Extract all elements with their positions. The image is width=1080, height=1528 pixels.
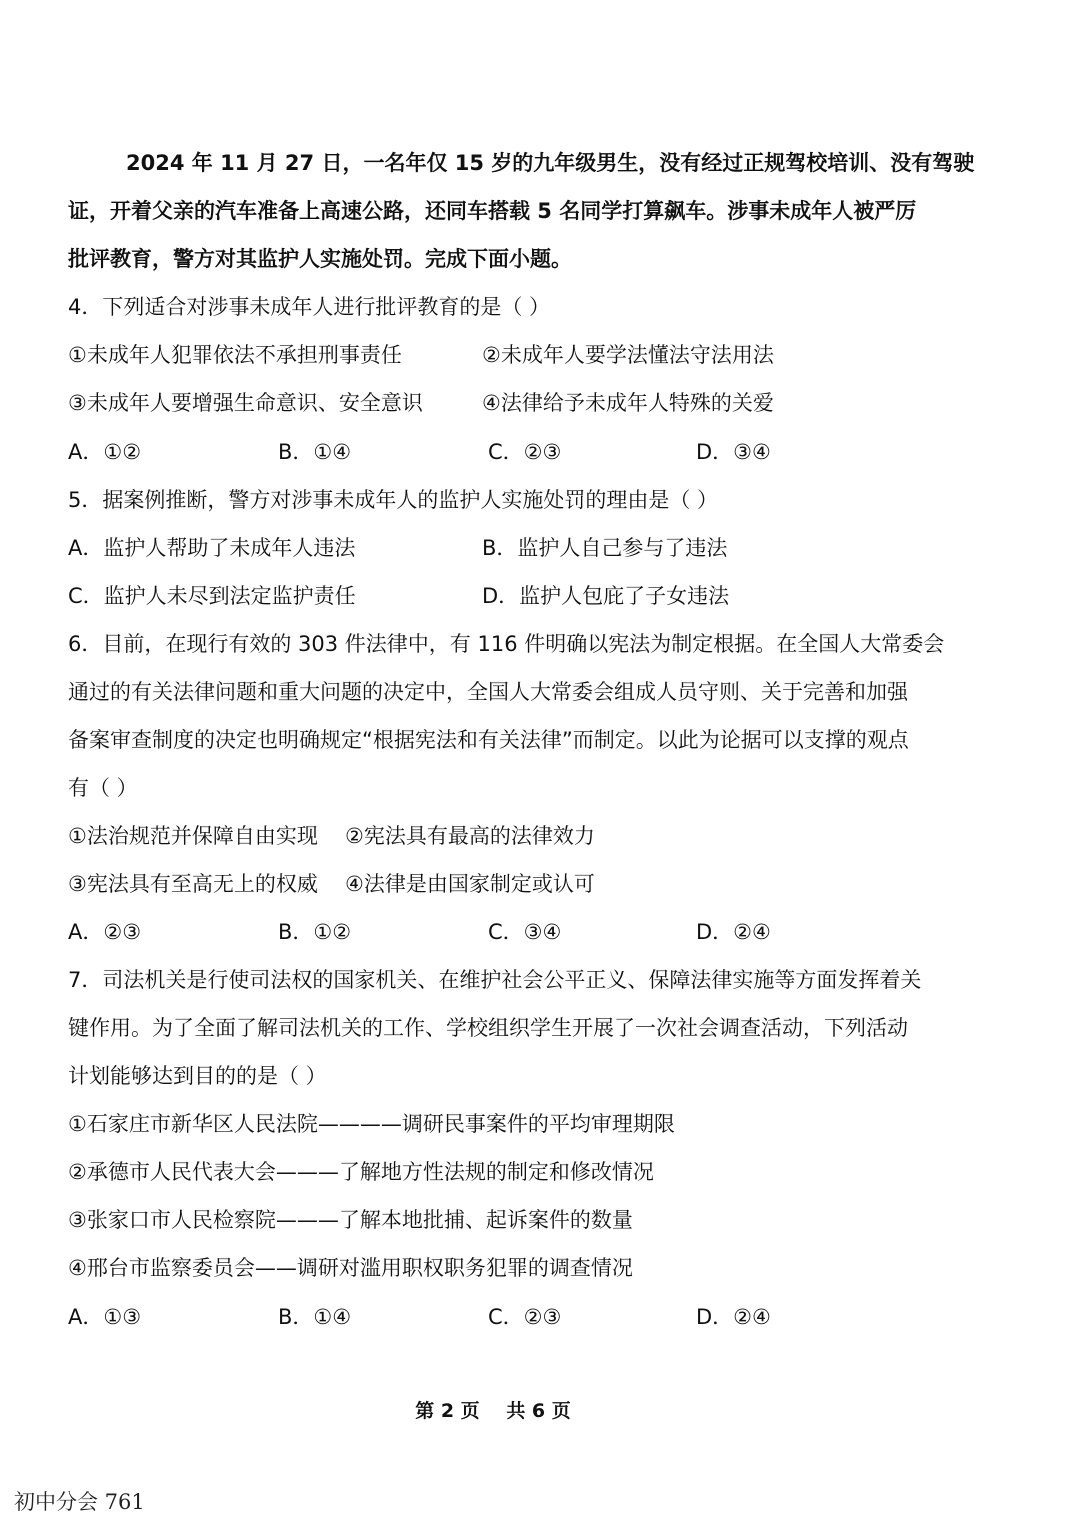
page-total: 共 6 页 [506, 1400, 571, 1422]
question-stem: 计划能够达到目的的是（ ） [68, 1064, 327, 1088]
option-b: B．①④ [278, 440, 352, 464]
option-a: A．监护人帮助了未成年人违法 [68, 536, 356, 560]
statement-item: ①法治规范并保障自由实现 [68, 824, 318, 848]
option-d: D．监护人包庇了子女违法 [482, 584, 730, 608]
option-d: D．③④ [696, 440, 771, 464]
option-c: C．②③ [488, 1305, 562, 1329]
option-a: A．②③ [68, 920, 142, 944]
option-c: C．②③ [488, 440, 562, 464]
question-stem: 键作用。为了全面了解司法机关的工作、学校组织学生开展了一次社会调查活动，下列活动 [68, 1016, 908, 1040]
option-a: A．①② [68, 440, 142, 464]
watermark: 初中分会 761 [14, 1490, 145, 1514]
question-stem: 备案审查制度的决定也明确规定“根据宪法和有关法律”而制定。以此为论据可以支撑的观点 [68, 728, 909, 752]
option-c: C．③④ [488, 920, 562, 944]
statement-item: ③未成年人要增强生命意识、安全意识 [68, 391, 423, 415]
question-stem: 7．司法机关是行使司法权的国家机关、在维护社会公平正义、保障法律实施等方面发挥着关 [68, 968, 922, 992]
question-stem: 通过的有关法律问题和重大问题的决定中，全国人大常委会组成人员守则、关于完善和加强 [68, 680, 908, 704]
statement-item: ③宪法具有至高无上的权威 [68, 872, 318, 896]
option-b: B．①② [278, 920, 352, 944]
question-stem: 有（ ） [68, 776, 138, 800]
statement-item: ②承德市人民代表大会———了解地方性法规的制定和修改情况 [68, 1160, 654, 1184]
statement-item: ④法律是由国家制定或认可 [345, 872, 595, 896]
statement-item: ①石家庄市新华区人民法院————调研民事案件的平均审理期限 [68, 1112, 675, 1136]
statement-item: ④法律给予未成年人特殊的关爱 [482, 391, 774, 415]
statement-item: ③张家口市人民检察院———了解本地批捕、起诉案件的数量 [68, 1208, 633, 1232]
passage-line: 2024 年 11 月 27 日，一名年仅 15 岁的九年级男生，没有经过正规驾校培训、没有驾驶 [126, 151, 975, 175]
statement-item: ①未成年人犯罪依法不承担刑事责任 [68, 343, 402, 367]
question-stem: 6．目前，在现行有效的 303 件法律中，有 116 件明确以宪法为制定根据。在全国人大常委会 [68, 632, 945, 656]
option-d: D．②④ [696, 1305, 771, 1329]
option-b: B．①④ [278, 1305, 352, 1329]
statement-item: ②未成年人要学法懂法守法用法 [482, 343, 774, 367]
option-b: B．监护人自己参与了违法 [482, 536, 728, 560]
passage-line: 证，开着父亲的汽车准备上高速公路，还同车搭载 5 名同学打算飙车。涉事未成年人被严厉 [68, 199, 917, 223]
question-stem: 5．据案例推断，警方对涉事未成年人的监护人实施处罚的理由是（ ） [68, 488, 719, 512]
option-c: C．监护人未尽到法定监护责任 [68, 584, 356, 608]
page-footer [0, 1396, 986, 1423]
statement-item: ④邢台市监察委员会——调研对滥用职权职务犯罪的调查情况 [68, 1256, 633, 1280]
option-d: D．②④ [696, 920, 771, 944]
option-a: A．①③ [68, 1305, 142, 1329]
question-stem: 4．下列适合对涉事未成年人进行批评教育的是（ ） [68, 295, 551, 319]
page-number: 第 2 页 [415, 1400, 480, 1422]
passage-line: 批评教育，警方对其监护人实施处罚。完成下面小题。 [68, 247, 572, 271]
statement-item: ②宪法具有最高的法律效力 [345, 824, 595, 848]
